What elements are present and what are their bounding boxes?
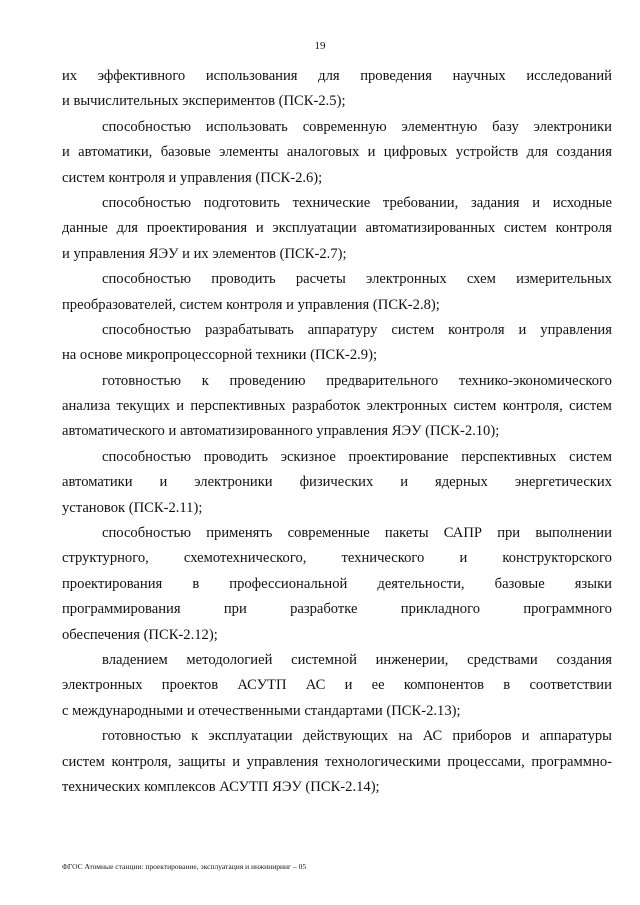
word: способностью bbox=[102, 525, 192, 542]
word: применять bbox=[206, 525, 273, 542]
page-footer: ФГОС Атомные станции: проектирование, эксплуатация и инжиниринг – 05 bbox=[62, 862, 307, 871]
word: их bbox=[62, 68, 78, 84]
word: контроля, bbox=[111, 753, 172, 770]
word: при bbox=[497, 525, 521, 542]
word: приборов bbox=[452, 728, 512, 745]
word: для bbox=[318, 68, 340, 84]
text-line bbox=[62, 673, 612, 698]
text-line: и управления ЯЭУ и их элементов (ПСК-2.7); bbox=[62, 245, 347, 262]
word: ядерных bbox=[435, 474, 488, 491]
word: готовностью bbox=[102, 372, 181, 389]
word: проектирования bbox=[62, 575, 163, 592]
word: базовые bbox=[494, 575, 545, 592]
word: использования bbox=[205, 68, 298, 84]
word: электронных bbox=[62, 677, 143, 694]
word: при bbox=[223, 601, 247, 618]
word: современные bbox=[287, 525, 370, 542]
word: расчеты bbox=[295, 271, 346, 288]
word: создания bbox=[556, 651, 612, 668]
word: использовать bbox=[205, 118, 288, 135]
word: предварительного bbox=[326, 372, 439, 389]
word: процессами, bbox=[447, 753, 525, 770]
word: электроники bbox=[533, 118, 612, 135]
word: структурного, bbox=[62, 550, 149, 567]
word: систем bbox=[391, 321, 435, 338]
text-line bbox=[62, 140, 612, 165]
word: устройств bbox=[455, 144, 519, 161]
word: способностью bbox=[102, 321, 192, 338]
word: прикладного bbox=[400, 601, 481, 618]
word: языки bbox=[574, 575, 612, 592]
word: технологическими bbox=[324, 753, 441, 770]
word: измерительных bbox=[516, 271, 612, 288]
word: систем bbox=[569, 398, 612, 415]
word: для bbox=[116, 220, 139, 237]
word: эскизное bbox=[280, 448, 336, 465]
word: элементную bbox=[401, 118, 478, 135]
word: методологией bbox=[186, 651, 273, 668]
word: эксплуатации bbox=[272, 220, 357, 237]
word: перспективных bbox=[461, 448, 557, 465]
word: в bbox=[503, 677, 511, 694]
word: исходные bbox=[552, 194, 612, 211]
word: технико-экономического bbox=[458, 372, 612, 389]
word: способностью bbox=[102, 271, 192, 288]
word: эффективного bbox=[97, 68, 186, 84]
word: и bbox=[459, 550, 468, 567]
word: АСУТП bbox=[237, 677, 287, 694]
word: эксплуатации bbox=[208, 728, 293, 745]
word: и bbox=[176, 398, 185, 415]
word: разработке bbox=[290, 601, 358, 618]
document-body bbox=[62, 64, 612, 800]
text-line bbox=[62, 115, 612, 140]
word: на bbox=[398, 728, 413, 745]
text-line bbox=[62, 546, 612, 571]
text-line bbox=[62, 724, 612, 749]
word: для bbox=[526, 144, 549, 161]
word: аналоговых bbox=[286, 144, 360, 161]
text-line bbox=[62, 445, 612, 470]
word: ее bbox=[371, 677, 385, 694]
text-line bbox=[62, 369, 612, 394]
word: проектирование bbox=[348, 448, 449, 465]
word: текущих bbox=[116, 398, 170, 415]
word: к bbox=[201, 372, 209, 389]
word: проводить bbox=[203, 448, 269, 465]
word: и bbox=[344, 677, 353, 694]
word: требовании, bbox=[382, 194, 459, 211]
word: инженерии, bbox=[375, 651, 449, 668]
word: средствами bbox=[467, 651, 538, 668]
word: и bbox=[367, 144, 376, 161]
word: автоматизированных bbox=[365, 220, 496, 237]
word: схемотехнического, bbox=[183, 550, 307, 567]
text-line: на основе микропроцессорной техники (ПСК-2.9); bbox=[62, 347, 378, 364]
word: перспективных bbox=[190, 398, 286, 415]
word: научных bbox=[452, 68, 506, 84]
word: и bbox=[518, 321, 527, 338]
word: подготовить bbox=[203, 194, 280, 211]
word: и bbox=[255, 220, 264, 237]
word: способностью bbox=[102, 194, 192, 211]
word: и bbox=[159, 474, 168, 491]
word: готовностью bbox=[102, 728, 181, 745]
word: АС bbox=[305, 677, 326, 694]
word: управления bbox=[246, 753, 319, 770]
word: профессиональной bbox=[229, 575, 348, 592]
word: контроля bbox=[555, 220, 612, 237]
word: систем bbox=[453, 398, 497, 415]
word: пакеты bbox=[384, 525, 429, 542]
word: технического bbox=[341, 550, 425, 567]
word: и bbox=[400, 474, 409, 491]
text-line bbox=[62, 470, 612, 495]
word: электронных bbox=[366, 271, 447, 288]
word: автоматики, bbox=[78, 144, 153, 161]
word: АС bbox=[422, 728, 443, 745]
word: способностью bbox=[102, 118, 192, 135]
word: проектов bbox=[161, 677, 219, 694]
text-line bbox=[62, 597, 612, 622]
word: базу bbox=[492, 118, 519, 135]
text-line bbox=[62, 64, 612, 89]
word: программирования bbox=[62, 601, 181, 618]
word: к bbox=[191, 728, 199, 745]
word: анализа bbox=[62, 398, 111, 415]
word: контроля, bbox=[502, 398, 563, 415]
word: программного bbox=[523, 601, 612, 618]
word: систем bbox=[503, 220, 547, 237]
word: аппаратуры bbox=[539, 728, 612, 745]
text-line bbox=[62, 191, 612, 216]
word: и bbox=[532, 194, 540, 211]
word: компонентов bbox=[403, 677, 485, 694]
word: данные bbox=[62, 220, 108, 237]
word: программно- bbox=[531, 753, 612, 770]
text-line: и вычислительных экспериментов (ПСК-2.5); bbox=[62, 93, 346, 110]
word: энергетических bbox=[514, 474, 612, 491]
word: базовые bbox=[160, 144, 211, 161]
word: современную bbox=[302, 118, 387, 135]
word: в bbox=[192, 575, 200, 592]
text-line bbox=[62, 572, 612, 597]
word: технические bbox=[292, 194, 371, 211]
word: и bbox=[62, 144, 70, 161]
word: систем bbox=[62, 753, 105, 770]
word: физических bbox=[299, 474, 374, 491]
text-line: установок (ПСК-2.11); bbox=[62, 499, 203, 516]
text-line bbox=[62, 648, 612, 673]
word: САПР bbox=[443, 525, 482, 542]
word: электроники bbox=[194, 474, 273, 491]
word: защиты bbox=[178, 753, 226, 770]
word: и bbox=[232, 753, 241, 770]
word: проектирования bbox=[146, 220, 248, 237]
word: аппаратуру bbox=[307, 321, 378, 338]
word: управления bbox=[540, 321, 612, 338]
word: цифровых bbox=[383, 144, 448, 161]
text-line: обеспечения (ПСК-2.12); bbox=[62, 626, 218, 643]
word: контроля bbox=[448, 321, 505, 338]
word: проведению bbox=[229, 372, 306, 389]
word: элементы bbox=[219, 144, 279, 161]
text-line bbox=[62, 750, 612, 775]
word: действующих bbox=[302, 728, 389, 745]
text-line: преобразователей, систем контроля и управления (ПСК-2.8); bbox=[62, 296, 440, 313]
word: разрабатывать bbox=[204, 321, 294, 338]
word: исследований bbox=[526, 68, 612, 84]
word: системной bbox=[291, 651, 357, 668]
word: автоматики bbox=[62, 474, 133, 491]
word: деятельности, bbox=[377, 575, 465, 592]
text-line: автоматического и автоматизированного управления ЯЭУ (ПСК-2.10); bbox=[62, 423, 500, 440]
text-line bbox=[62, 216, 612, 241]
page-number: 19 bbox=[314, 40, 326, 52]
text-line: систем контроля и управления (ПСК-2.6); bbox=[62, 169, 323, 186]
text-line bbox=[62, 394, 612, 419]
word: конструкторского bbox=[502, 550, 612, 567]
word: схем bbox=[466, 271, 496, 288]
word: соответствии bbox=[529, 677, 612, 694]
text-line bbox=[62, 521, 612, 546]
word: и bbox=[521, 728, 530, 745]
word: проводить bbox=[211, 271, 276, 288]
word: способностью bbox=[102, 448, 192, 465]
word: проведения bbox=[360, 68, 432, 84]
word: задания bbox=[470, 194, 520, 211]
text-line bbox=[62, 267, 612, 292]
word: разработок bbox=[291, 398, 361, 415]
word: выполнении bbox=[535, 525, 612, 542]
word: систем bbox=[569, 448, 612, 465]
text-line: с международными и отечественными стандартами (ПСК-2.13); bbox=[62, 702, 461, 719]
word: создания bbox=[556, 144, 612, 161]
text-line: технических комплексов АСУТП ЯЭУ (ПСК-2.14); bbox=[62, 778, 380, 795]
text-line bbox=[62, 318, 612, 343]
word: электронных bbox=[366, 398, 448, 415]
word: владением bbox=[102, 651, 168, 668]
